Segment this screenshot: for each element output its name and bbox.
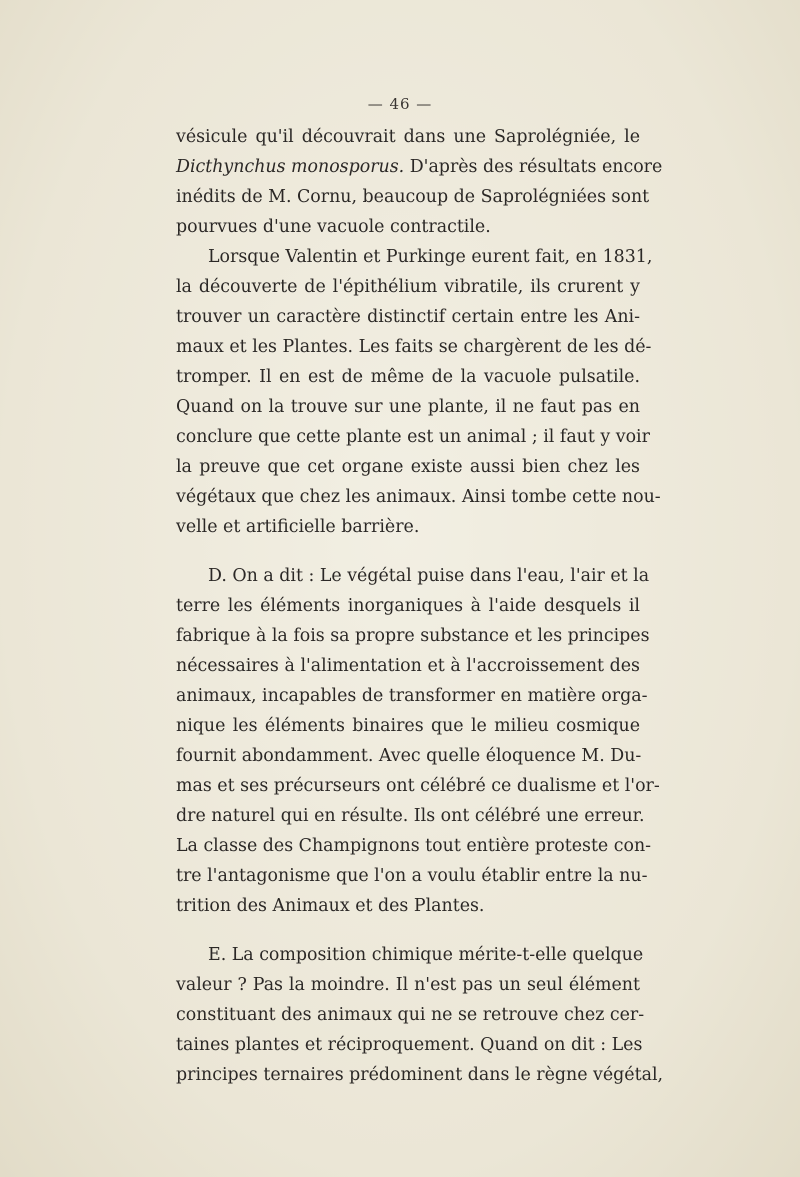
text-line: velle et artificielle barrière. (176, 517, 420, 537)
paragraph (176, 242, 661, 542)
text-line: animaux, incapables de transformer en matière orga- (176, 686, 648, 706)
species-name: Dicthynchus monosporus. (176, 157, 405, 177)
text-line: taines plantes et réciproquement. Quand on dit : Les (176, 1035, 643, 1055)
text-line: Quand on la trouve sur une plante, il ne faut pas en (176, 397, 640, 417)
text-line: constituant des animaux qui ne se retrouve chez cer- (176, 1005, 645, 1025)
text-line: mas et ses précurseurs ont célébré ce dualisme et l'or- (176, 776, 660, 796)
paragraph (176, 561, 660, 921)
text-line: terre les éléments inorganiques à l'aide desquels il (176, 596, 640, 616)
text-line: Lorsque Valentin et Purkinge eurent fait, en 1831, (208, 247, 653, 267)
text-line: fabrique à la fois sa propre substance et les principes (176, 626, 650, 646)
text-line: la découverte de l'épithélium vibratile, ils crurent y (176, 277, 640, 297)
text-line: E. La composition chimique mérite-t-elle quelque (208, 945, 644, 965)
text-line (176, 152, 663, 182)
text-line: trition des Animaux et des Plantes. (176, 896, 485, 916)
paragraph (176, 940, 664, 1090)
text-line: valeur ? Pas la moindre. Il n'est pas un seul élément (176, 975, 640, 995)
text-line: dre naturel qui en résulte. Ils ont célébré une erreur. (176, 806, 645, 826)
text-line: principes ternaires prédominent dans le règne végétal, (176, 1065, 664, 1085)
paragraph (176, 122, 663, 242)
text-line: végétaux que chez les animaux. Ainsi tombe cette nou- (176, 487, 661, 507)
text-line: pourvues d'une vacuole contractile. (176, 217, 491, 237)
text-line: vésicule qu'il découvrait dans une Saprolégniée, le (176, 127, 640, 147)
text-line: tre l'antagonisme que l'on a voulu établir entre la nu- (176, 866, 648, 886)
body-text (176, 122, 664, 1090)
text-line: tromper. Il en est de même de la vacuole pulsatile. (176, 367, 640, 387)
text-line: conclure que cette plante est un animal ; il faut y voir (176, 427, 650, 447)
text-fragment: D'après des résultats encore (404, 157, 663, 177)
text-line: fournit abondamment. Avec quelle éloquence M. Du- (176, 746, 642, 766)
page-number: — 46 — (367, 95, 433, 113)
text-line: trouver un caractère distinctif certain entre les Ani- (176, 307, 640, 327)
text-line: maux et les Plantes. Les faits se chargèrent de les dé- (176, 337, 652, 357)
text-line: inédits de M. Cornu, beaucoup de Saprolégniées sont (176, 187, 650, 207)
paragraph-gap (176, 921, 640, 940)
paragraph-gap (176, 542, 640, 561)
text-line: nécessaires à l'alimentation et à l'accroissement des (176, 656, 640, 676)
text-line: nique les éléments binaires que le milieu cosmique (176, 716, 640, 736)
text-line: la preuve que cet organe existe aussi bien chez les (176, 457, 640, 477)
text-line: La classe des Champignons tout entière proteste con- (176, 836, 652, 856)
text-line: D. On a dit : Le végétal puise dans l'eau, l'air et la (208, 566, 650, 586)
